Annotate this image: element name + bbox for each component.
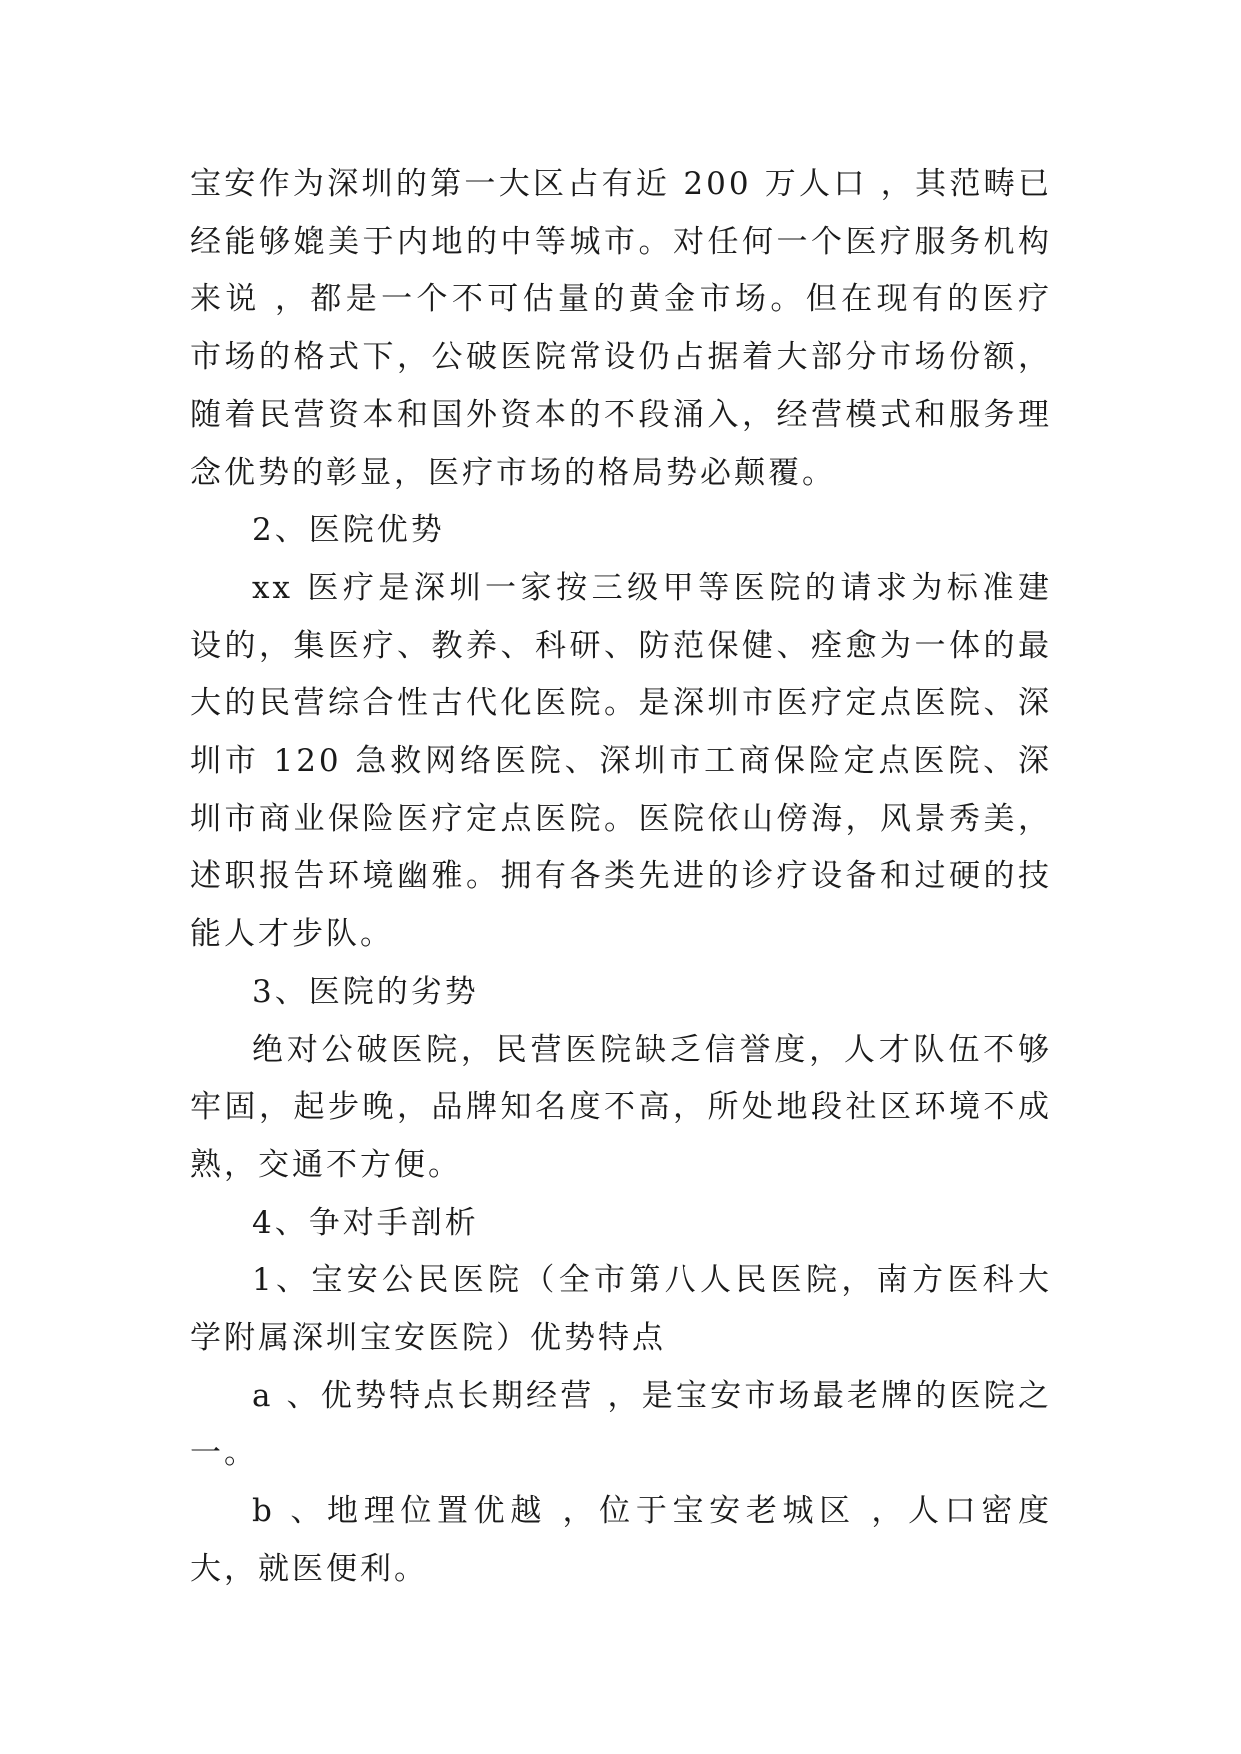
section-heading-hospital-weaknesses: 3、医院的劣势 — [252, 973, 479, 1010]
section-heading-hospital-advantages: 2、医院优势 — [252, 512, 445, 549]
document-body — [190, 156, 1052, 1599]
paragraph-hospital-advantages: xx 医疗是深圳一家按三级甲等医院的请求为标准建设的，集医疗、教养、科研、防范保健、痊愈为一体的最大的民营综合性古代化医院。是深圳市医疗定点医院、深圳市 120 急救网络医院、深圳市工商保险定点医院、深圳市商业保险医疗定点医院。医院依山傍海，风景秀美，述职报告环境幽雅。拥有各类先进的诊疗设备和过硬的技能人才步队。 — [190, 569, 1052, 953]
paragraph-competitor-1: 1、宝安公民医院（全市第八人民医院，南方医科大学附属深圳宝安医院）优势特点 — [190, 1262, 1052, 1357]
section-heading-competitor-analysis: 4、争对手剖析 — [252, 1204, 479, 1241]
paragraph-point-a: a 、优势特点长期经营 ，是宝安市场最老牌的医院之一。 — [190, 1377, 1052, 1472]
paragraph-point-b: b 、地理位置优越 ，位于宝安老城区 ，人口密度大，就医便利。 — [190, 1493, 1052, 1587]
paragraph-intro: 宝安作为深圳的第一大区占有近 200 万人口 ，其范畴已经能够媲美于内地的中等城市。对任何一个医疗服务机构来说 ，都是一个不可估量的黄金市场。但在现有的医疗市场的格式下，公破医院常设仍占据着大部分市场份额，随着民营资本和国外资本的不段涌入，经营模式和服务理念优势的彰显，医疗市场的格局势必颠覆。 — [190, 166, 1052, 491]
paragraph-hospital-weaknesses: 绝对公破医院，民营医院缺乏信誉度，人才队伍不够牢固，起步晚，品牌知名度不高，所处地段社区环境不成熟，交通不方便。 — [190, 1031, 1052, 1183]
